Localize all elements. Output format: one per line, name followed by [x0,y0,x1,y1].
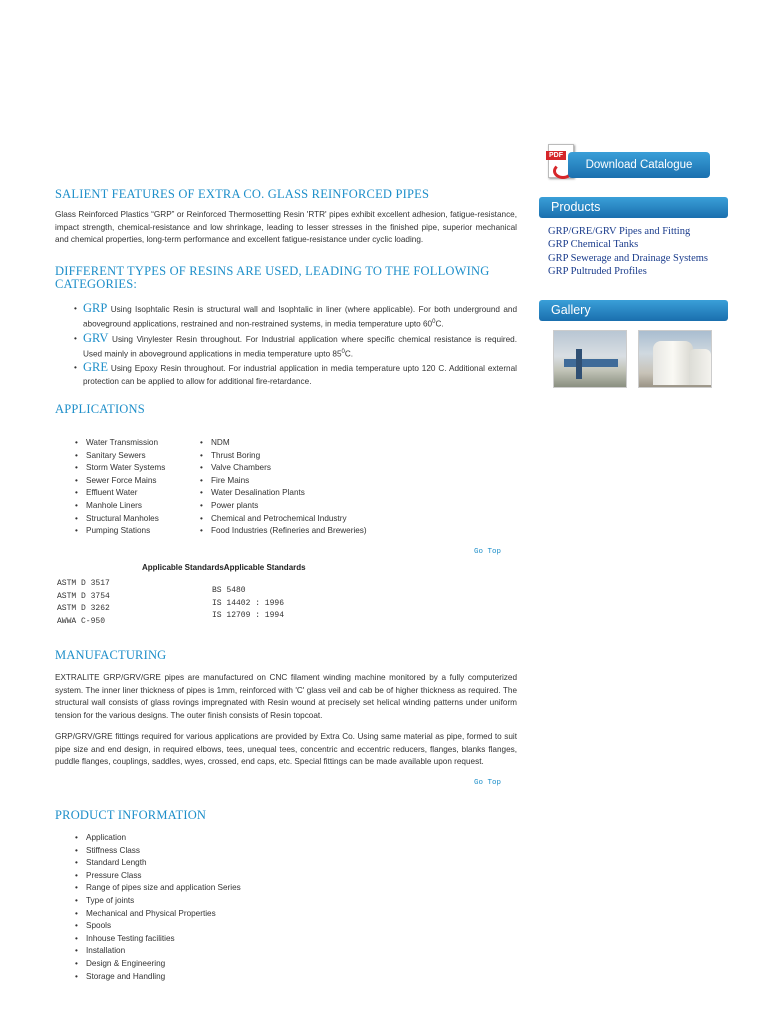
pdf-tag: PDF [546,151,566,160]
list-item[interactable]: • Range of pipes size and application Series [72,882,241,895]
resin-item-grv: • GRV Using Vinylester Resin throughout. For Industrial application where specific chemical resistance is required. Used mainly in aboveground applications in media temperature upto $85^0C$. [60,332,517,361]
resin-type: GRV [83,330,109,345]
list-item: • Structural Manholes [72,513,165,526]
go-top-link[interactable]: Go Top [474,548,502,556]
list-item[interactable]: • Mechanical and Physical Properties [72,908,241,921]
manufacturing-heading: MANUFACTURING [55,648,167,662]
list-item[interactable]: • Standard Length [72,857,241,870]
standard-item: BS 5480 [212,586,246,595]
gallery-header: Gallery [539,300,728,321]
standard-item: IS 12709 : 1994 [212,611,285,621]
manufacturing-paragraph-2: GRP/GRV/GRE fittings required for various applications are provided by Extra Co. Using same material as pipe, formed to suit pipe size and end design, in required elbows, tees, unequal tees, concentric and eccentric reducers, flanges, blanks flanges, puddle flanges, couplings, saddles, wyes, crossed, end caps, etc. Special fittings can be made available upon request. [55,732,517,766]
gallery-thumbnail-pipes[interactable] [553,330,627,388]
standards-heading: Applicable StandardsApplicable Standards [142,563,306,572]
download-catalogue-button[interactable] [546,144,712,180]
list-item: • Power plants [197,500,367,513]
manufacturing-paragraph-1: EXTRALITE GRP/GRV/GRE pipes are manufactured on CNC filament winding machine monitored by a fully computerized system. The inner liner thickness of pipes is 1mm, reinforced with 'C' glass veil and cab be of higher thickness as required. The structural wall consists of glass rovings impregnated with Resin wound at precisely set helical winding patterns under uniform tension for the various designs. The outer finish consists of Resin topcoat. [55,673,517,720]
products-list [548,225,708,279]
standard-item: AWWA C-950 [57,616,106,626]
list-item[interactable]: • Stiffness Class [72,845,241,858]
product-link[interactable]: GRP/GRE/GRV Pipes and Fitting [548,226,691,237]
resin-type: GRE [83,360,108,375]
product-information-heading: PRODUCT INFORMATION [55,808,207,822]
resins-heading: DIFFERENT TYPES OF RESINS ARE USED, LEADING TO THE FOLLOWING CATEGORIES: [55,264,490,291]
gallery-thumbnail-tanks[interactable] [638,330,712,388]
list-item[interactable]: • Inhouse Testing facilities [72,933,241,946]
salient-features-heading: SALIENT FEATURES OF EXTRA CO. GLASS REINFORCED PIPES [55,187,430,201]
applications-list-2 [197,437,367,538]
list-item: • Water Desalination Plants [197,487,367,500]
list-item: • Sewer Force Mains [72,475,165,488]
list-item: • NDM [197,437,367,450]
list-item: • Valve Chambers [197,462,367,475]
standard-item: ASTM D 3262 [57,604,110,614]
standards-list-1 [57,578,110,628]
list-item: • Sanitary Sewers [72,450,165,463]
applications-heading: APPLICATIONS [55,402,145,416]
list-item[interactable]: • Storage and Handling [72,971,241,984]
standard-item: IS 14402 : 1996 [212,598,285,608]
resin-type: GRP [83,301,108,315]
intro-paragraph: Glass Reinforced Plastics “GRP” or Reinforced Thermosetting Resin 'RTR' pipes exhibit excellent adhesion, fatigue-resistance, impact strength, chemical-resistance and low shrinkage, leading to lesser stresses in the finished pipe, superior mechanical and chemical properties, long-term performance and excellent fatigue-resistance under cyclic loading. [55,210,517,244]
list-item: • Effluent Water [72,487,165,500]
product-link[interactable]: GRP Chemical Tanks [548,239,639,251]
product-link[interactable]: GRP Pultruded Profiles [548,266,647,278]
list-item[interactable]: • Pressure Class [72,870,241,883]
resin-item-grp: • GRP Using Isophtalic Resin is structural wall and Isophtalic in liner (where applicable). For both underground and aboveground applications, restrained and non-restrained systems, in media temperature upto $60^0C$. [60,302,517,331]
list-item: • Fire Mains [197,475,367,488]
list-item[interactable]: • Application [72,832,241,845]
list-item: • Storm Water Systems [72,462,165,475]
list-item: • Manhole Liners [72,500,165,513]
go-top-link[interactable]: Go Top [474,779,502,787]
products-header: Products [539,197,728,218]
resin-types-list [60,302,517,389]
list-item[interactable]: • Spools [72,920,241,933]
list-item: • Pumping Stations [72,525,165,538]
product-information-list [72,832,241,983]
list-item: • Thrust Boring [197,450,367,463]
standard-item: ASTM D 3754 [57,591,110,601]
resin-item-gre: • GRE Using Epoxy Resin throughout. For industrial application in media temperature upto 120 C. Additional external protection can be applied to allow for additional fire-retardance. [60,361,517,388]
list-item: • Chemical and Petrochemical Industry [197,513,367,526]
product-link[interactable]: GRP Sewerage and Drainage Systems [548,252,708,264]
standards-list-2 [212,585,284,623]
list-item: • Food Industries (Refineries and Breweries) [197,525,367,538]
list-item[interactable]: • Type of joints [72,895,241,908]
applications-list-1 [72,437,165,538]
download-catalogue-label: Download Catalogue [568,152,710,178]
list-item: • Water Transmission [72,437,165,450]
list-item[interactable]: • Design & Engineering [72,958,241,971]
list-item[interactable]: • Installation [72,945,241,958]
standard-item: ASTM D 3517 [57,579,110,588]
